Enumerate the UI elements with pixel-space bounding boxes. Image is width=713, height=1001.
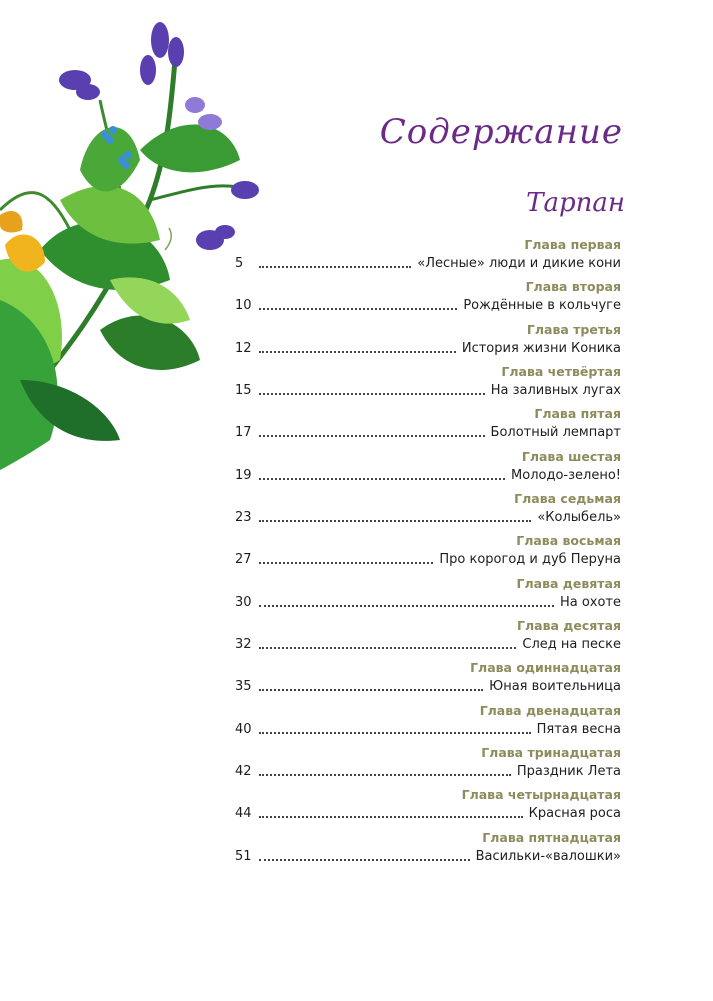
chapter-title: Праздник Лета xyxy=(516,764,621,780)
chapter-label: Глава пятнадцатая xyxy=(482,829,621,845)
dot-leader xyxy=(259,350,456,353)
page-number: 51 xyxy=(235,848,252,864)
dot-leader xyxy=(259,604,554,607)
toc-entry[interactable] xyxy=(235,745,621,787)
toc-entry[interactable] xyxy=(235,703,621,745)
dot-leader xyxy=(259,392,485,395)
page-number: 27 xyxy=(235,552,252,568)
chapter-title: Рождённые в кольчуге xyxy=(463,298,621,314)
toc-entry[interactable] xyxy=(235,406,621,448)
toc-entry[interactable] xyxy=(235,364,621,406)
chapter-title: Болотный лемпарт xyxy=(490,425,621,441)
page-number: 5 xyxy=(235,256,244,271)
page-number: 44 xyxy=(235,806,252,822)
toc-entry[interactable] xyxy=(235,322,621,364)
page-number: 23 xyxy=(235,510,252,526)
toc-line xyxy=(235,510,621,525)
chapter-title: Про корогод и дуб Перуна xyxy=(439,552,621,568)
chapter-label: Глава одиннадцатая xyxy=(470,660,621,676)
toc-entry[interactable] xyxy=(235,830,621,872)
dot-leader xyxy=(259,688,483,691)
toc-line xyxy=(235,298,621,313)
dot-leader xyxy=(259,307,457,310)
page-number: 30 xyxy=(235,594,252,610)
chapter-title: На охоте xyxy=(559,594,621,610)
chapter-title: Васильки-«валошки» xyxy=(475,848,621,864)
chapter-title: След на песке xyxy=(522,637,621,653)
toc-line xyxy=(235,552,621,567)
page-number: 40 xyxy=(235,721,252,737)
chapter-title: Юная воительница xyxy=(489,679,621,695)
toc-entry[interactable] xyxy=(235,449,621,491)
chapter-title: «Лесные» люди и дикие кони xyxy=(417,256,621,271)
toc-line xyxy=(235,341,621,356)
toc-entry[interactable] xyxy=(235,660,621,702)
page-number: 12 xyxy=(235,340,252,356)
part-heading: Тарпан xyxy=(526,188,625,218)
toc-line xyxy=(235,806,621,821)
toc-entry[interactable] xyxy=(235,618,621,660)
toc-entry[interactable] xyxy=(235,533,621,575)
toc-line xyxy=(235,256,621,271)
toc-line xyxy=(235,722,621,737)
dot-leader xyxy=(259,561,433,564)
page-number: 17 xyxy=(235,425,252,441)
toc-line xyxy=(235,849,621,864)
chapter-label: Глава восьмая xyxy=(516,533,621,549)
chapter-label: Глава первая xyxy=(524,237,621,252)
toc-entry[interactable] xyxy=(235,279,621,321)
dot-leader xyxy=(259,815,523,818)
toc-line xyxy=(235,383,621,398)
chapter-label: Глава вторая xyxy=(525,279,621,295)
toc-line xyxy=(235,764,621,779)
chapter-label: Глава двенадцатая xyxy=(479,702,621,718)
page-title: Содержание xyxy=(379,112,623,152)
chapter-label: Глава четвёртая xyxy=(501,364,621,380)
chapter-label: Глава шестая xyxy=(521,448,621,464)
toc-line xyxy=(235,595,621,610)
chapter-label: Глава девятая xyxy=(516,575,621,591)
chapter-title: «Колыбель» xyxy=(537,510,621,526)
toc-line xyxy=(235,637,621,652)
toc-line xyxy=(235,425,621,440)
page-number: 10 xyxy=(235,298,252,314)
chapter-label: Глава седьмая xyxy=(514,491,621,507)
chapter-label: Глава третья xyxy=(526,321,621,337)
chapter-label: Глава десятая xyxy=(517,618,621,634)
dot-leader xyxy=(259,519,531,522)
toc-line xyxy=(235,468,621,483)
dot-leader xyxy=(259,265,411,268)
dot-leader xyxy=(259,773,511,776)
chapter-title: На заливных лугах xyxy=(490,383,621,399)
table-of-contents xyxy=(235,237,621,872)
dot-leader xyxy=(259,646,516,649)
page-number: 42 xyxy=(235,764,252,780)
chapter-title: Молодо-зелено! xyxy=(511,467,621,483)
page-number: 35 xyxy=(235,679,252,695)
toc-entry[interactable] xyxy=(235,787,621,829)
chapter-label: Глава тринадцатая xyxy=(481,745,621,761)
page-number: 19 xyxy=(235,467,252,483)
toc-entry[interactable] xyxy=(235,491,621,533)
chapter-title: История жизни Коника xyxy=(461,340,621,356)
page-number: 32 xyxy=(235,637,252,653)
dot-leader xyxy=(259,434,485,437)
chapter-label: Глава пятая xyxy=(534,406,621,422)
toc-entry[interactable] xyxy=(235,237,621,279)
page-number: 15 xyxy=(235,383,252,399)
dot-leader xyxy=(259,477,505,480)
dot-leader xyxy=(259,731,531,734)
dot-leader xyxy=(259,858,470,861)
chapter-label: Глава четырнадцатая xyxy=(461,787,621,803)
chapter-title: Красная роса xyxy=(528,806,621,822)
toc-line xyxy=(235,679,621,694)
chapter-title: Пятая весна xyxy=(536,721,621,737)
toc-entry[interactable] xyxy=(235,576,621,618)
